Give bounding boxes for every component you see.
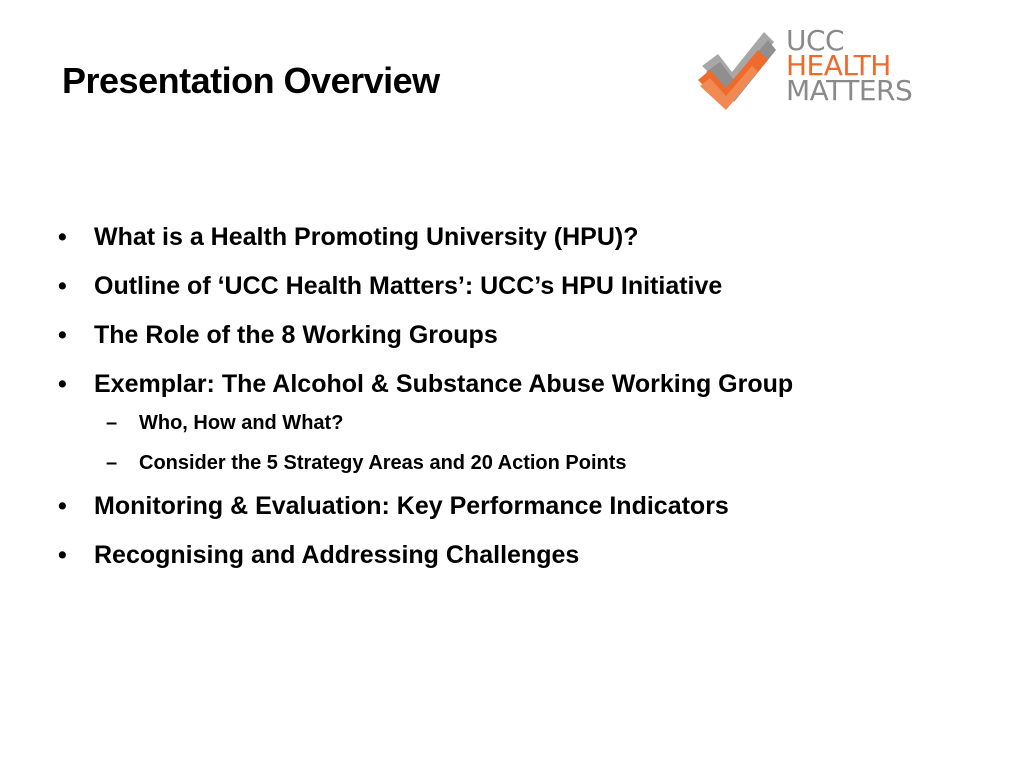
logo-wordmark [786, 24, 913, 107]
bullet-text: What is a Health Promoting University (HPU)? [94, 223, 639, 251]
ucc-health-matters-logo [696, 24, 956, 114]
bullet-list [56, 222, 986, 570]
bullet-text: Outline of ‘UCC Health Matters’: UCC’s HPU Initiative [94, 272, 723, 300]
slide-body [56, 222, 986, 589]
bullet-item [56, 222, 986, 252]
sub-bullet-list [94, 411, 986, 475]
bullet-item [56, 540, 986, 570]
sub-bullet-text: Consider the 5 Strategy Areas and 20 Action Points [139, 452, 627, 474]
bullet-text: Monitoring & Evaluation: Key Performance Indicators [94, 492, 729, 520]
logo-line-matters: MATTERS [786, 74, 913, 107]
bullet-item [56, 271, 986, 301]
bullet-text: Exemplar: The Alcohol & Substance Abuse Working Group [94, 370, 794, 398]
bullet-text: The Role of the 8 Working Groups [94, 321, 498, 349]
sub-bullet-item [94, 451, 986, 475]
bullet-item [56, 369, 986, 475]
slide-title: Presentation Overview [62, 60, 440, 101]
check-mark-icon [696, 30, 778, 110]
bullet-item [56, 491, 986, 521]
logo-line-ucc: UCC [786, 24, 845, 57]
logo-line-health: HEALTH [786, 49, 891, 82]
sub-bullet-item [94, 411, 986, 435]
bullet-item [56, 320, 986, 350]
sub-bullet-text: Who, How and What? [139, 412, 344, 434]
bullet-text: Recognising and Addressing Challenges [94, 541, 580, 569]
